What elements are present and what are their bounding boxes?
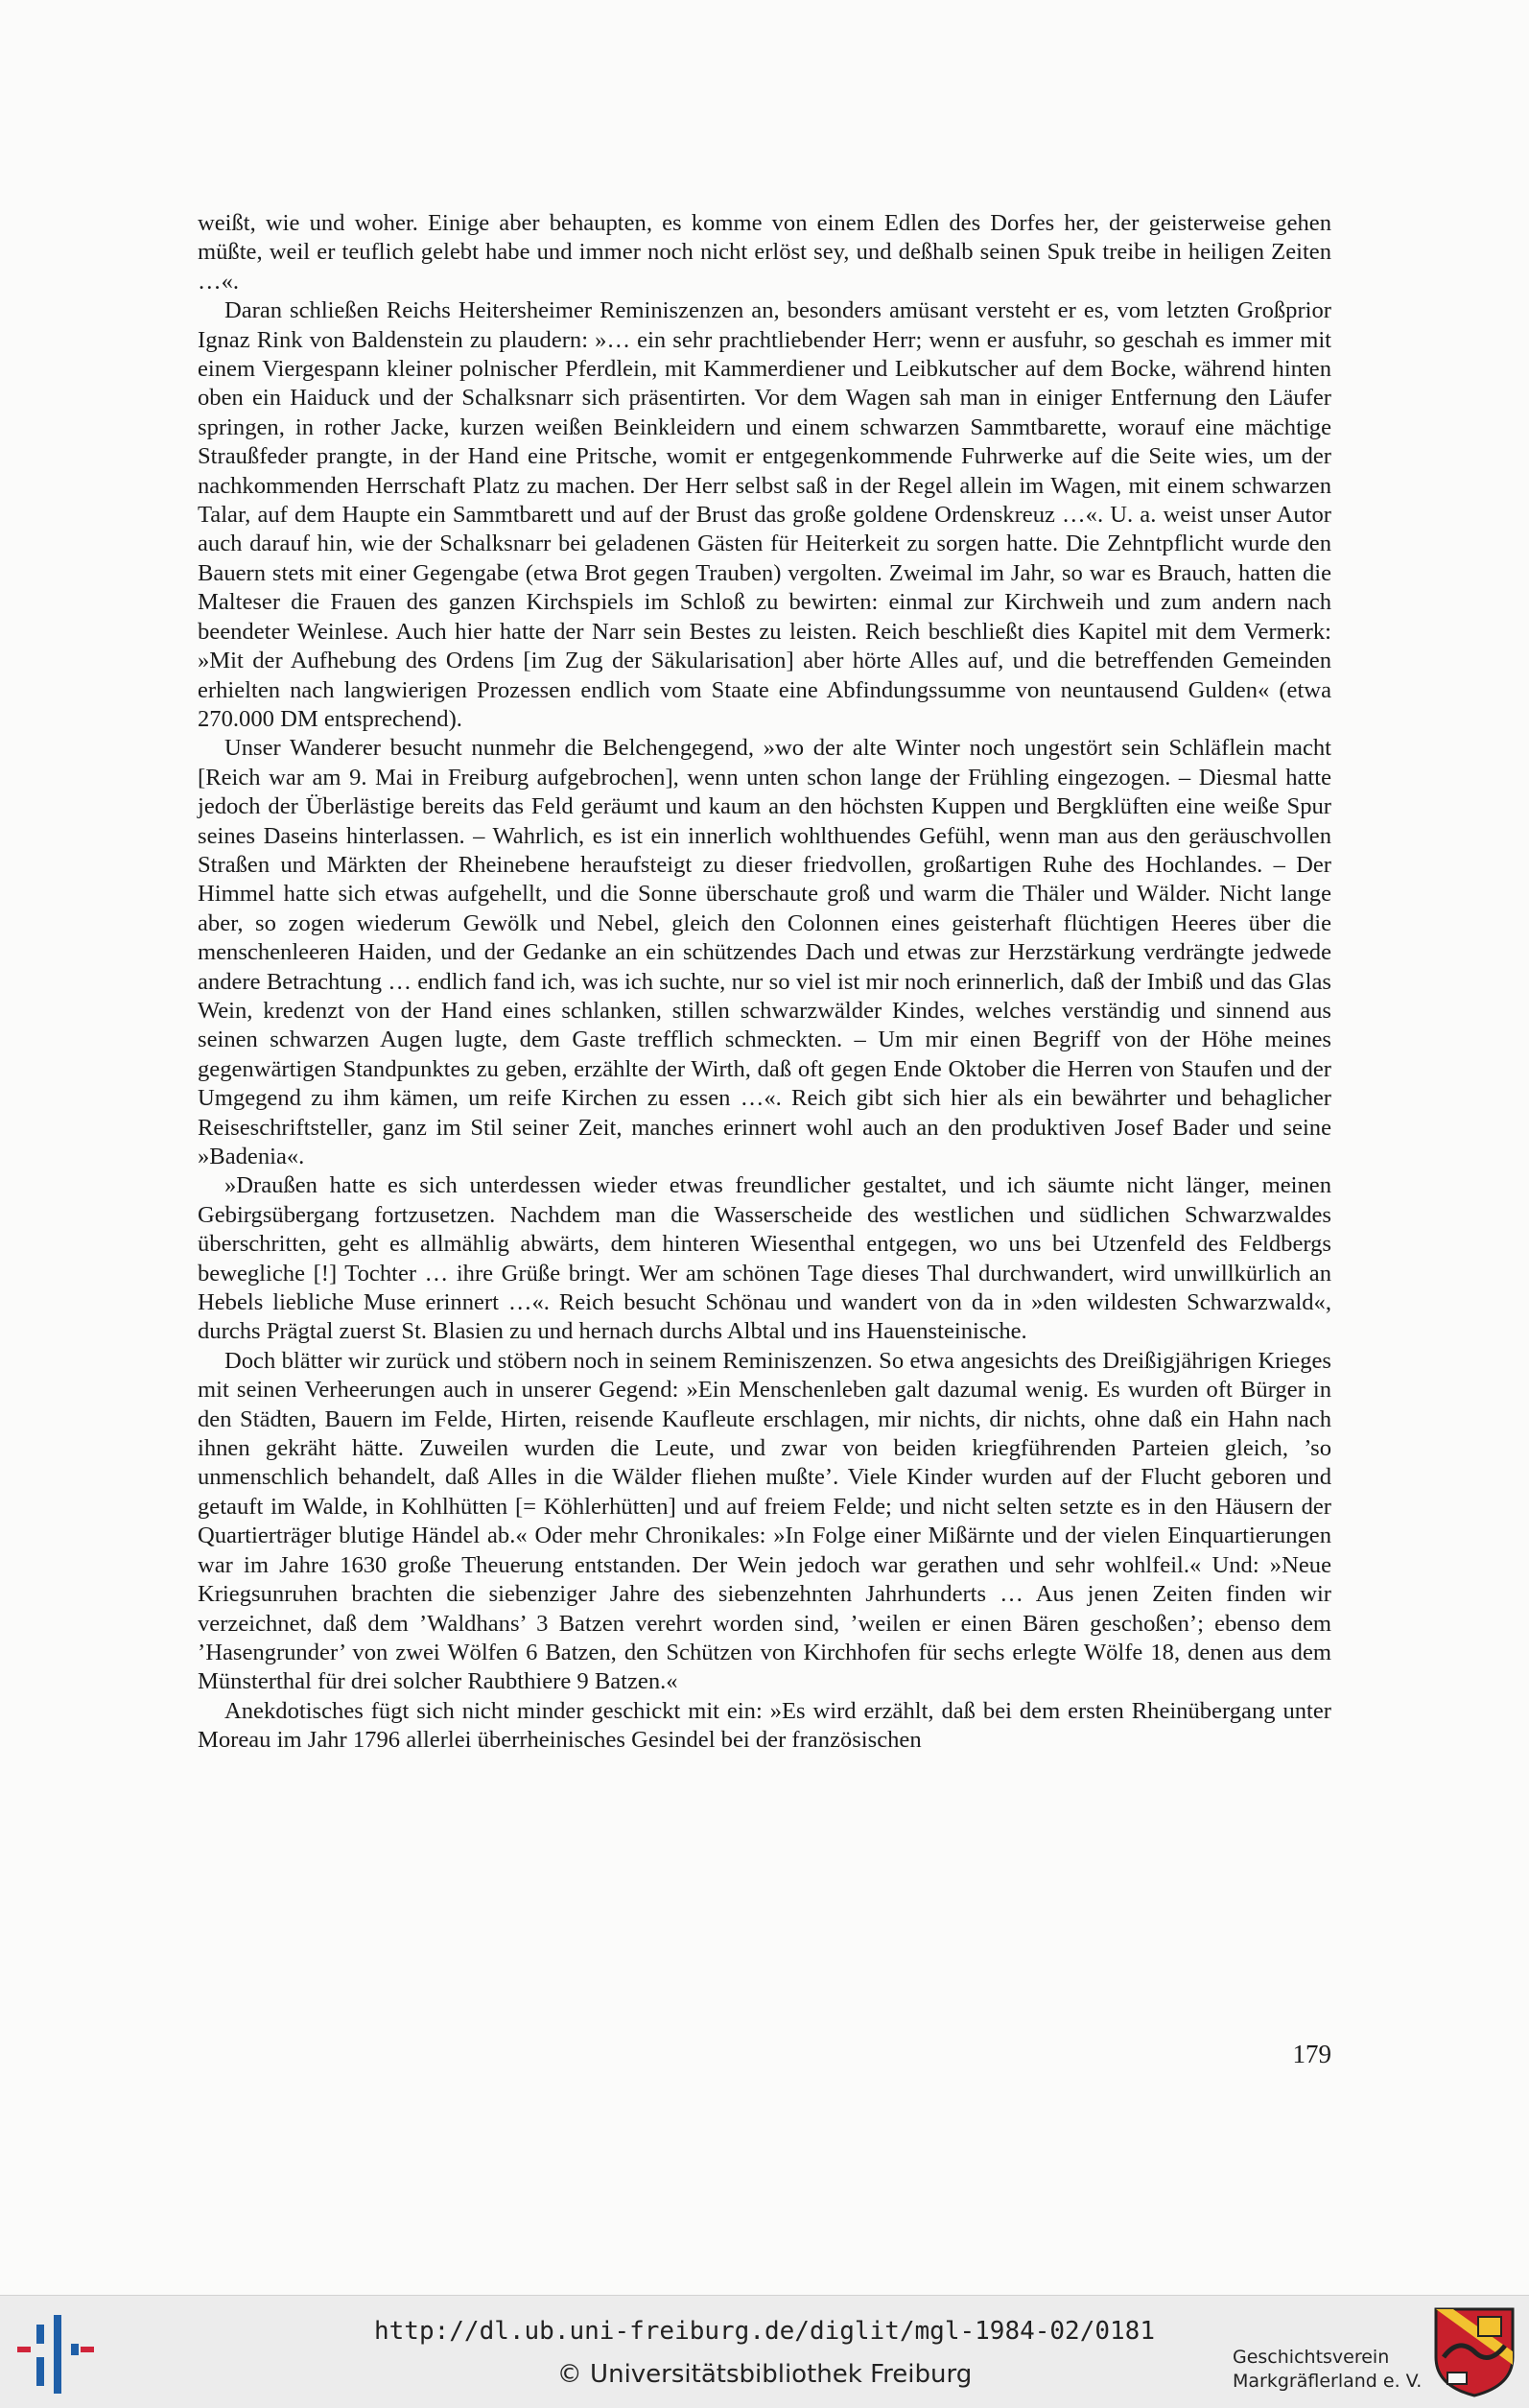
paragraph: weißt, wie und woher. Einige aber behaupten, es komme von einem Edlen des Dorfes her, der geisterweise gehen müßte, weil er teuflich gelebt habe und immer noch nicht erlöst sey, und deßhalb seinen Spuk treibe in heiligen Zeiten …«.	[198, 210, 1331, 295]
page-number: 179	[1292, 2040, 1331, 2068]
society-name-line1: Geschichtsverein	[1233, 2347, 1390, 2368]
paragraph: Daran schließen Reichs Heitersheimer Reminiszenzen an, besonders amüsant versteht er es, vom letzten Großprior Ignaz Rink von Baldenstein zu plaudern: »… ein sehr prachtliebender Herr; wenn er ausfuhr, so geschah es immer mit einem Viergespann kleiner polnischer Pferdlein, mit Kammerdiener und Leibkutscher auf dem Bocke, während hinten oben ein Haiduck und der Schalksnarr sich präsentirten. Vor dem Wagen sah man in einiger Entfernung den Läufer springen, in rother Jacke, kurzen weißen Beinkleidern und einem schwarzen Sammtbarette, worauf eine mächtige Straußfeder prangte, in der Hand eine Pritsche, womit er entgegenkommende Fuhrwerke auf die Seite wies, um der nachkommenden Herrschaft Platz zu machen. Der Herr selbst saß in der Regel allein im Wagen, mit einem schwarzen Talar, auf dem Haupte ein Sammtbarett und auf der Brust das große goldene Ordenskreuz …«. U. a. weist unser Autor auch darauf hin, wie der Schalksnarr bei geladenen Gästen für Heiterkeit zu sorgen hatte. Die Zehntpflicht wurde den Bauern stets mit einer Gegengabe (etwa Brot gegen Trauben) vergolten. Zweimal im Jahr, so war es Brauch, hatten die Malteser die Frauen des ganzen Kirchspiels im Schloß zu bewirten: einmal zur Kirchweih und zum andern nach beendeter Weinlese. Auch hier hatte der Narr sein Bestes zu leisten. Reich beschließt dies Kapitel mit dem Vermerk: »Mit der Aufhebung des Ordens [im Zug der Säkularisation] aber hörte Alles auf, und die betreffenden Gemeinden erhielten nach langwierigen Prozessen endlich vom Staate eine Abfindungssumme von neuntausend Gulden« (etwa 270.000 DM entsprechend).	[198, 297, 1331, 732]
society-name-line2: Markgräflerland e. V.	[1233, 2371, 1423, 2392]
society-crest-icon	[1434, 2307, 1515, 2397]
copyright-notice: © Universitätsbibliothek Freiburg	[556, 2360, 973, 2389]
paragraph: Unser Wanderer besucht nunmehr die Belchengegend, »wo der alte Winter noch ungestört sein Schläflein macht [Reich war am 9. Mai in Freiburg aufgebrochen], wenn unten schon lange der Frühling eingezogen. – Diesmal hatte jedoch der Überlästige bereits das Feld geräumt und kaum an den höchsten Kuppen und Bergklüften eine weiße Spur seines Daseins hinterlassen. – Wahrlich, es ist ein innerlich wohlthuendes Gefühl, wenn man aus den geräuschvollen Straßen und Märkten der Rheinebene heraufsteigt zu dieser friedvollen, großartigen Ruhe des Hochlandes. – Der Himmel hatte sich etwas aufgehellt, und die Sonne überschaute groß und warm die Thäler und Wälder. Nicht lange aber, so zogen wiederum Gewölk und Nebel, gleich den Colonnen eines geisterhaft flüchtigen Heeres über die menschenleeren Haiden, und der Gedanke an ein schützendes Dach und etwas zur Herzstärkung verdrängte jedwede andere Betrachtung … endlich fand ich, was ich suchte, nur so viel ist mir noch erinnerlich, daß der Imbiß und das Glas Wein, kredenzt von der Hand eines schlanken, stillen schwarzwälder Kindes, welches verständig und sinnend aus seinen schwarzen Augen lugte, dem Gaste trefflich schmeckten. – Um mir einen Begriff von der Höhe meines gegenwärtigen Standpunktes zu geben, erzählte der Wirth, daß oft gegen Ende Oktober die Herren von Staufen und der Umgegend zu ihm kämen, um reife Kirchen zu essen …«. Reich gibt sich hier als ein bewährter und behaglicher Reiseschriftsteller, ganz im Stil seiner Zeit, manches erinnert wohl auch an den produktiven Josef Bader und seine »Badenia«.	[198, 735, 1331, 1169]
society-name	[1233, 2346, 1448, 2394]
body-text	[198, 209, 1331, 1756]
paragraph: »Draußen hatte es sich unterdessen wieder etwas freundlicher gestaltet, und ich säumte nicht länger, meinen Gebirgsübergang fortzusetzen. Nachdem man die Wasserscheide des westlichen und südlichen Schwarzwaldes überschritten, geht es allmählig abwärts, dem hinteren Wiesenthal entgegen, wo uns bei Utzenfeld des Feldbergs bewegliche [!] Tochter … ihre Grüße bringt. Wer am schönen Tage dieses Thal durchwandert, wird unwillkürlich an Hebels liebliche Muse erinnert …«. Reich besucht Schönau und wandert von da in »den wildesten Schwarzwald«, durchs Prägtal zuerst St. Blasien zu und hernach durchs Albtal und ins Hauensteinische.	[198, 1172, 1331, 1345]
paragraph: Anekdotisches fügt sich nicht minder geschickt mit ein: »Es wird erzählt, daß bei dem ersten Rheinübergang unter Moreau im Jahr 1796 allerlei überrheinisches Gesindel bei der französischen	[198, 1697, 1331, 1754]
paragraph: Doch blätter wir zurück und stöbern noch in seinem Reminiszenzen. So etwa angesichts des Dreißigjährigen Krieges mit seinen Verheerungen auch in unserer Gegend: »Ein Menschenleben galt dazumal wenig. Es wurden oft Bürger in den Städten, Bauern im Felde, Hirten, reisende Kaufleute erschlagen, mir nichts, dir nichts, ohne daß ein Hahn nach ihnen gekräht hätte. Zuweilen wurden die Leute, und zwar von beiden kriegführenden Parteien gleich, ’so unmenschlich behandelt, daß Alles in die Wälder fliehen mußte’. Viele Kinder wurden auf der Flucht geboren und getauft im Walde, in Kohlhütten [= Köhlerhütten] und auf freiem Felde; und nicht selten setzte es in den Häusern der Quartierträger blutige Händel ab.« Oder mehr Chronikales: »In Folge einer Mißärnte und der vielen Einquartierungen war im Jahre 1630 große Theuerung entstanden. Der Wein jedoch war gerathen und sehr wohlfeil.« Und: »Neue Kriegsunruhen brachten die siebenziger Jahre des siebenzehnten Jahrhunderts … Aus jenen Zeiten finden wir verzeichnet, daß dem ’Waldhans’ 3 Batzen verehrt worden sind, ’weilen er einen Bären geschoßen’; ebenso dem ’Hasengrunder’ von zwei Wölfen 6 Batzen, den Schützen von Kirchhofen für sechs erlegte Wölfe 18, denen aus dem Münsterthal für drei solcher Raubthiere 9 Batzen.«	[198, 1347, 1331, 1695]
viewer-footer	[0, 2295, 1529, 2408]
document-url-link[interactable]: http://dl.ub.uni-freiburg.de/diglit/mgl-1984-02/0181	[374, 2317, 1155, 2346]
